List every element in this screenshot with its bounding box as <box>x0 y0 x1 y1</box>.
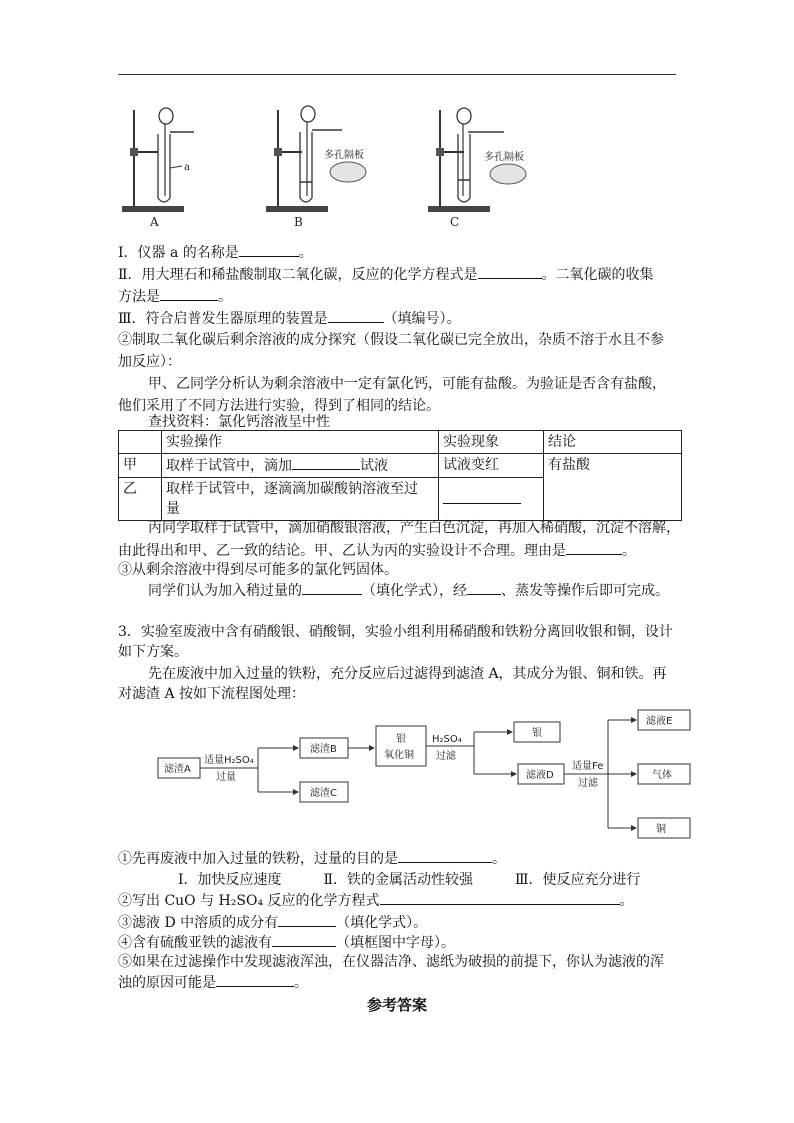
header-cell: 实验操作 <box>162 431 439 454</box>
q2a-text: Ⅱ．用大理石和稀盐酸制取二氧化碳，反应的化学方程式是 <box>118 267 478 283</box>
flow-question-2 <box>118 890 634 911</box>
paragraph-7 <box>148 580 669 601</box>
flow-label: H₂SO₄ <box>432 734 462 745</box>
stand-base <box>266 206 328 212</box>
q2a-end: 。二氧化碳的收集 <box>541 267 654 283</box>
flow-question-3 <box>118 912 427 933</box>
q2b-text: 方法是 <box>118 289 160 305</box>
f5b-end: 。 <box>294 975 308 991</box>
p7-text: 同学们认为加入稍过量的 <box>148 583 302 599</box>
p7-end: 、蒸发等操作后即可完成。 <box>501 583 669 599</box>
flow-label: 滤液D <box>526 770 554 781</box>
test-tube <box>458 134 470 202</box>
apparatus-b <box>262 100 372 230</box>
q1-end: 。 <box>298 245 313 261</box>
operation-cell <box>162 454 439 478</box>
q2b-end: 。 <box>218 289 232 305</box>
flow-question-5-line-2 <box>118 972 308 993</box>
f2-end: 。 <box>619 893 634 909</box>
part-2-line-2: 加反应）： <box>118 354 181 370</box>
flow-question-1-options: Ⅰ．加快反应速度 Ⅱ．铁的金属活动性较强 Ⅲ．使反应充分进行 <box>178 872 641 888</box>
phenomenon-cell: 试液变红 <box>439 454 544 478</box>
flow-label: 气体 <box>652 770 672 781</box>
conclusion-cell: 有盐酸 <box>544 454 682 521</box>
clamp <box>274 148 282 156</box>
flow-label: 适量H₂SO₄ <box>204 755 254 766</box>
answer-blank[interactable] <box>292 455 360 470</box>
f1-end: 。 <box>492 851 506 867</box>
operation-text-end: 量 <box>166 501 180 517</box>
question-1 <box>118 242 313 263</box>
flow-label: 滤渣C <box>310 788 337 799</box>
q1-text: Ⅰ．仪器 a 的名称是 <box>118 245 239 261</box>
answer-section-title: 参考答案 <box>366 996 427 1014</box>
header-rule <box>118 74 676 75</box>
part-3: ③从剩余溶液中得到尽可能多的氯化钙固体。 <box>118 562 398 578</box>
flow-label: 银 <box>396 734 406 745</box>
plate-callout <box>330 162 366 182</box>
answer-blank[interactable] <box>328 308 384 323</box>
reference-note: 查找资料：氯化钙溶液呈中性 <box>148 414 330 430</box>
answer-blank[interactable] <box>380 890 620 905</box>
f1-text: ①先再废液中加入过量的铁粉，过量的目的是 <box>118 851 398 867</box>
f5b-text: 浊的原因可能是 <box>118 975 216 991</box>
answer-blank[interactable] <box>239 242 299 257</box>
question-3 <box>118 308 461 329</box>
flow-chart <box>140 702 700 848</box>
apparatus-c <box>424 100 534 230</box>
answer-blank[interactable] <box>443 489 521 504</box>
section-3-line-3: 先在废液中加入过量的铁粉，充分反应后过滤得到滤渣 A，其成分为银、铜和铁。再 <box>148 666 667 682</box>
operation-cell <box>162 478 439 521</box>
part-a-label: a <box>184 162 190 173</box>
f4-text: ④含有硫酸亚铁的滤液有 <box>118 935 272 951</box>
flow-question-4 <box>118 932 455 953</box>
answer-blank[interactable] <box>216 972 294 987</box>
answer-blank[interactable] <box>398 848 492 863</box>
f3-text: ③滤液 D 中溶质的成分有 <box>118 915 279 931</box>
experiment-table <box>118 430 682 521</box>
plate-callout <box>490 164 526 184</box>
flow-label: 氧化铜 <box>384 750 414 761</box>
flow-label: 滤渣B <box>310 744 337 755</box>
p7-mid: （填化学式），经 <box>362 583 467 599</box>
question-2-line-2 <box>118 286 232 307</box>
apparatus-label-b: B <box>294 215 303 229</box>
row-name: 乙 <box>119 478 162 521</box>
funnel-bulb <box>301 106 315 122</box>
flow-label: 过滤 <box>436 751 456 762</box>
answer-blank[interactable] <box>467 580 501 595</box>
flow-label: 滤渣A <box>164 764 191 775</box>
answer-blank[interactable] <box>478 264 542 279</box>
paragraph-3-line-2: 他们采用了不同方法进行实验，得到了相同的结论。 <box>118 398 440 414</box>
section-3-line-2: 如下方案。 <box>118 644 188 660</box>
stand-base <box>428 206 490 212</box>
table-row <box>119 454 682 478</box>
section-3-line-1: 3．实验室废液中含有硝酸银、硝酸铜，实验小组利用稀硝酸和铁粉分离回收银和铜，设计 <box>118 624 673 640</box>
flow-label: 铜 <box>656 824 666 835</box>
f3-end: （填化学式）。 <box>336 915 428 931</box>
test-tube <box>158 134 170 202</box>
answer-blank[interactable] <box>160 286 218 301</box>
section-3-line-4: 对滤渣 A 按如下流程图处理： <box>118 686 306 702</box>
question-2-line-1 <box>118 264 654 285</box>
phenomenon-cell <box>439 478 544 521</box>
q3-text: Ⅲ．符合启普发生器原理的装置是 <box>118 311 328 327</box>
header-cell: 结论 <box>544 431 682 454</box>
q3-end: （填编号）。 <box>383 311 461 327</box>
plate-label: 多孔隔板 <box>484 152 524 163</box>
clamp <box>130 148 138 156</box>
flow-label: 过滤 <box>578 778 598 789</box>
header-cell: 实验现象 <box>439 431 544 454</box>
apparatus-a <box>118 100 198 230</box>
header-cell <box>119 431 162 454</box>
flow-label: 滤液E <box>646 716 673 727</box>
plate-label: 多孔隔板 <box>324 150 364 161</box>
answer-blank[interactable] <box>302 580 362 595</box>
flow-label: 适量Fe <box>572 761 604 772</box>
f2-text: ②写出 CuO 与 H₂SO₄ 反应的化学方程式 <box>118 893 380 909</box>
p5b-end: 。 <box>622 543 636 559</box>
funnel-bulb <box>159 108 173 124</box>
flow-question-1 <box>118 848 506 869</box>
label-a-pointer <box>170 166 182 168</box>
operation-text-end: 试液 <box>360 458 388 474</box>
funnel-bulb <box>457 108 471 124</box>
f4-end: （填框图中字母）。 <box>336 935 455 951</box>
table-header-row <box>119 431 682 454</box>
answer-blank[interactable] <box>278 912 336 927</box>
part-2-line-1: ②制取二氧化碳后剩余溶液的成分探究（假设二氧化碳已完全放出，杂质不溶于水且不参 <box>118 332 664 348</box>
answer-blank[interactable] <box>272 932 336 947</box>
stand-base <box>122 206 184 212</box>
test-tube <box>300 132 312 202</box>
flow-label: 银 <box>532 728 542 739</box>
clamp <box>436 148 444 156</box>
answer-blank[interactable] <box>566 540 622 555</box>
operation-text: 取样于试管中，逐滴滴加碳酸钠溶液至过 <box>166 481 418 497</box>
paragraph-5-line-2 <box>118 540 636 561</box>
p5b-text: 由此得出和甲、乙一致的结论。甲、乙认为丙的实验设计不合理。理由是 <box>118 543 566 559</box>
flow-question-5-line-1: ⑤如果在过滤操作中发现滤液浑浊，在仪器洁净、滤纸为破损的前提下，你认为滤液的浑 <box>118 954 664 970</box>
flow-label: 过量 <box>216 772 236 783</box>
apparatus-label-a: A <box>150 215 159 229</box>
apparatus-label-c: C <box>450 215 460 229</box>
row-name: 甲 <box>119 454 162 478</box>
operation-text: 取样于试管中，滴加 <box>166 458 292 474</box>
paragraph-5-line-1: 丙同学取样于试管中，滴加硝酸银溶液，产生白色沉淀，再加入稀硝酸，沉淀不溶解， <box>148 520 680 536</box>
paragraph-3-line-1: 甲、乙同学分析认为剩余溶液中一定有氯化钙，可能有盐酸。为验证是否含有盐酸， <box>148 376 666 392</box>
